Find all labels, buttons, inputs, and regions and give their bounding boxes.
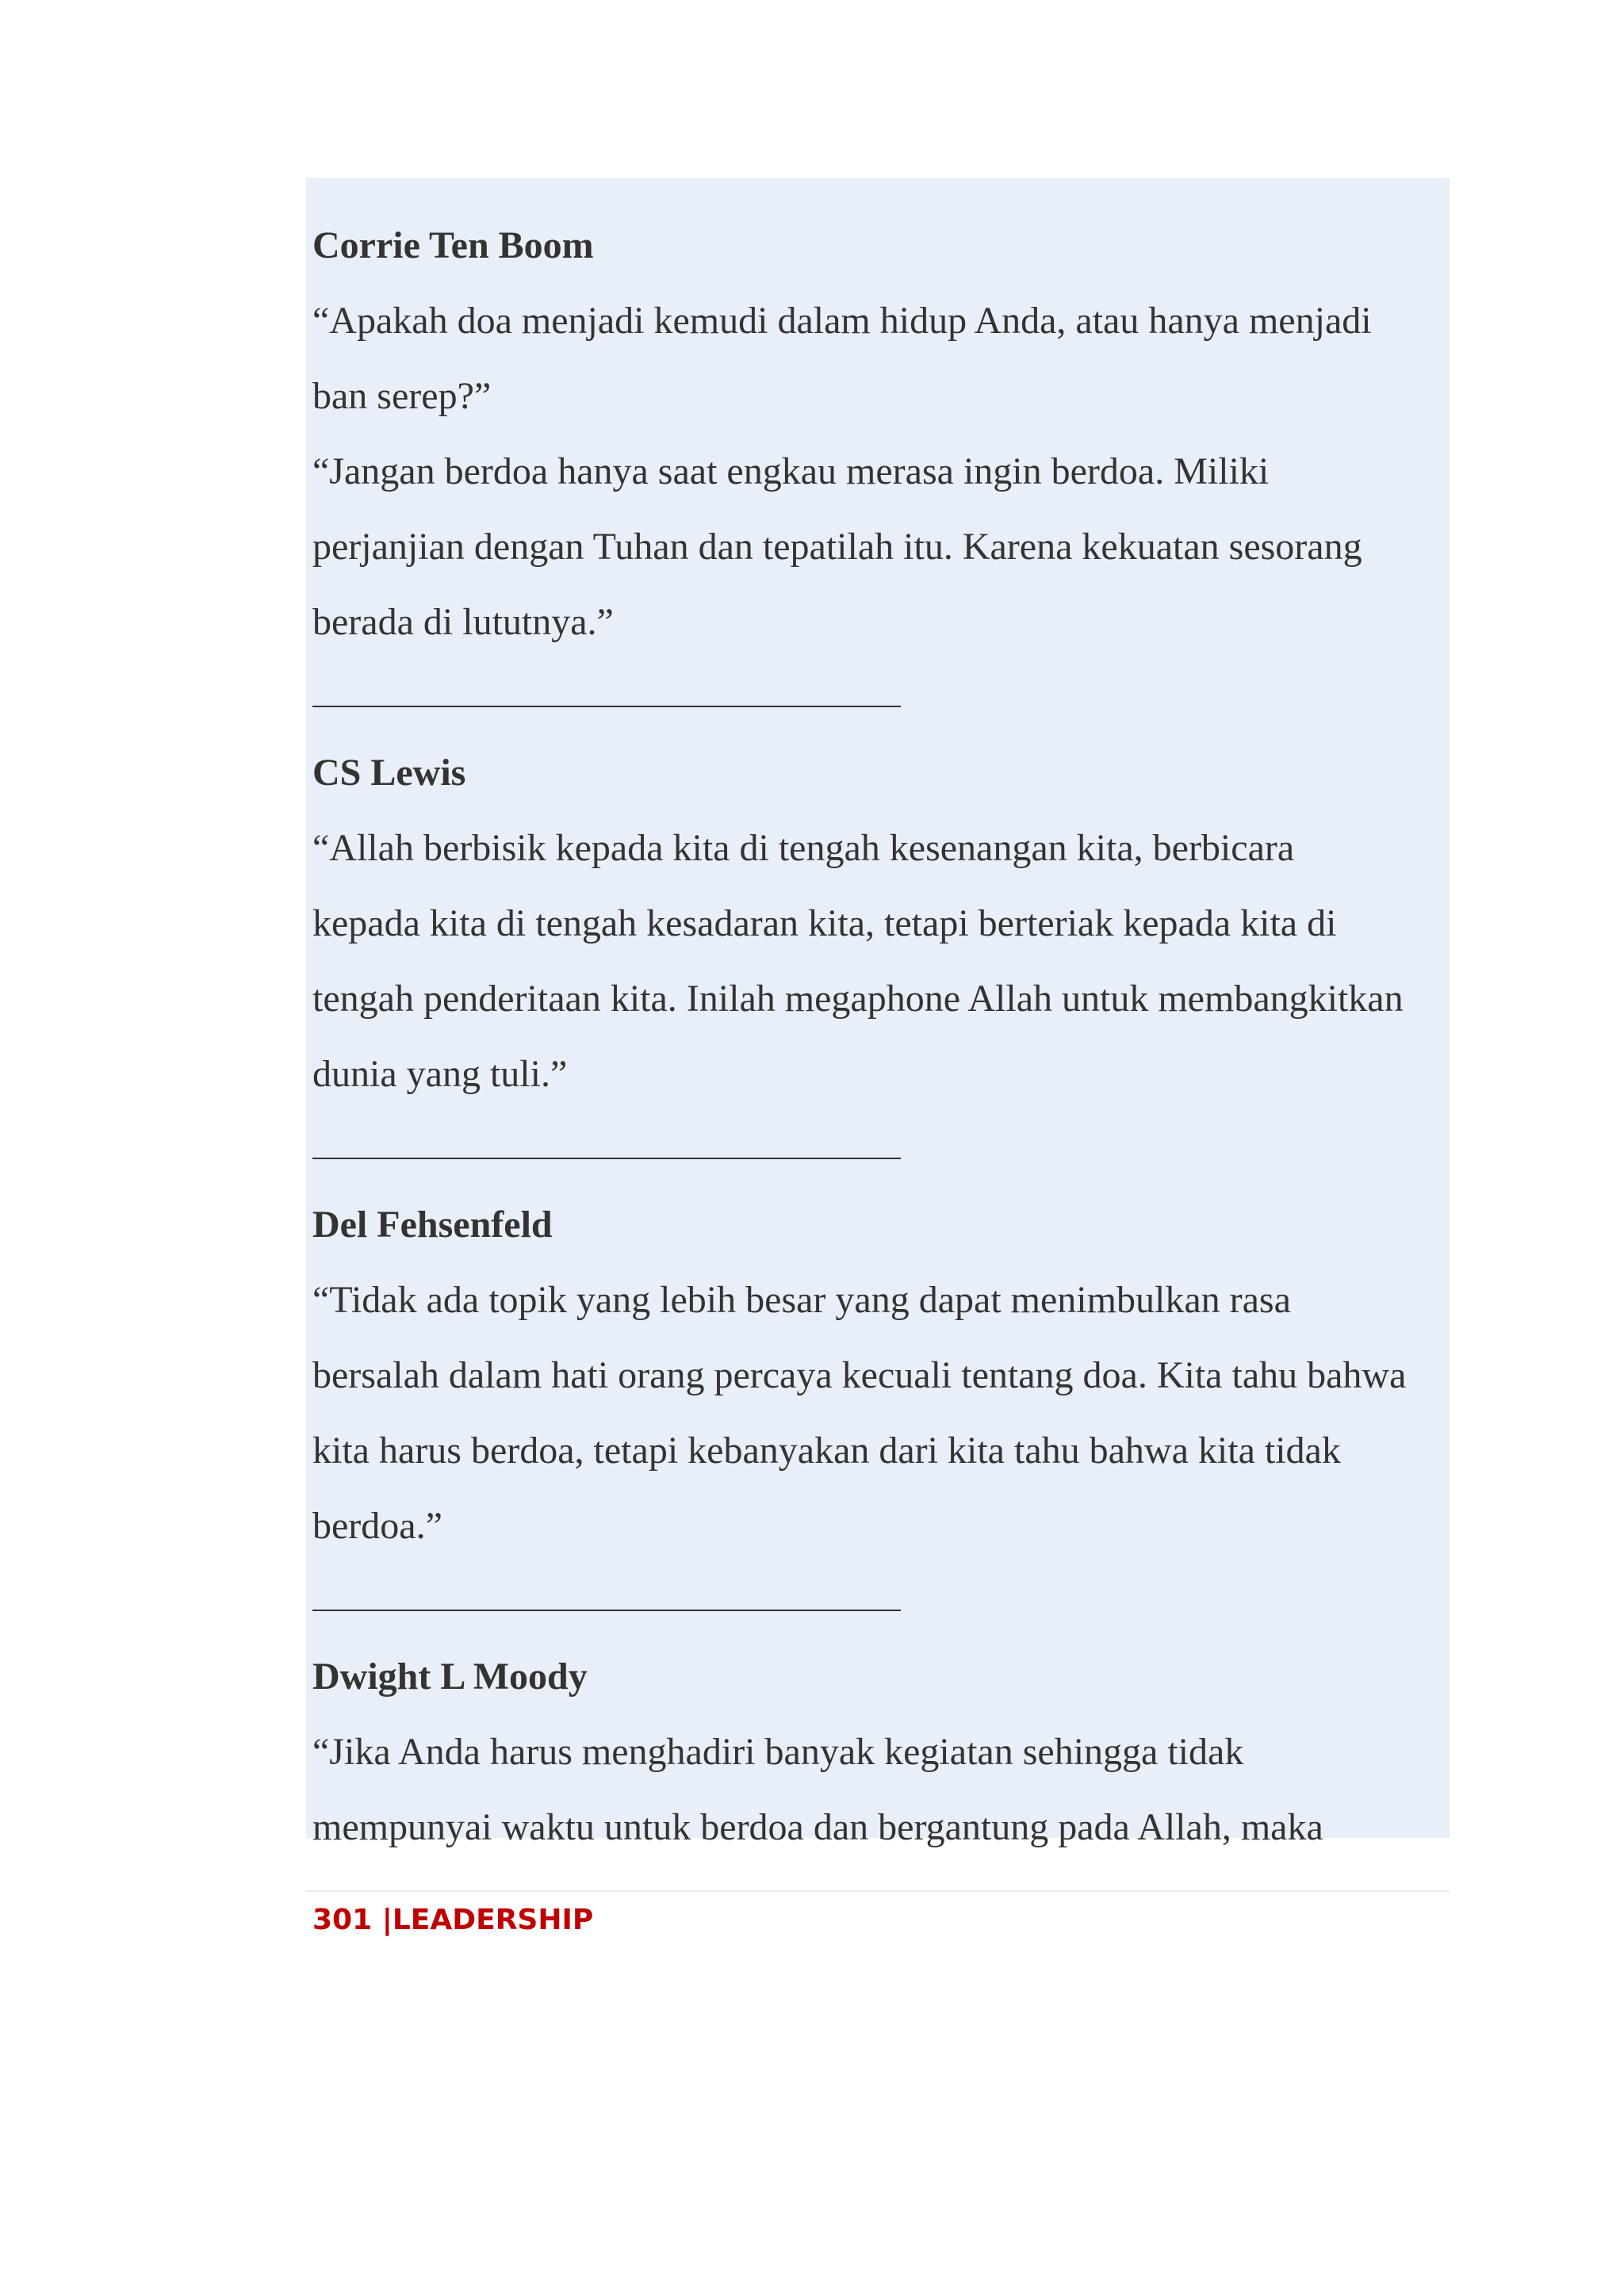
quote-line: “Jangan berdoa hanya saat engkau merasa ingin berdoa. Miliki [312, 450, 1270, 492]
quote-author: Dwight L Moody [312, 1656, 588, 1698]
quote-author: Del Fehsenfeld [312, 1204, 553, 1246]
section-divider [312, 660, 1446, 735]
quote-author: Corrie Ten Boom [312, 224, 594, 266]
footer-divider [306, 1890, 1450, 1892]
quote-line: tengah penderitaan kita. Inilah megaphone Allah untuk membangkitkan [312, 978, 1404, 1020]
footer-separator: | [372, 1904, 393, 1936]
quote-line: berada di lututnya.” [312, 601, 614, 643]
quote-list [312, 208, 1446, 1865]
quote-content-box [306, 178, 1450, 1848]
page-footer [312, 1895, 593, 1946]
quote-line: “Apakah doa menjadi kemudi dalam hidup Anda, atau hanya menjadi [312, 300, 1372, 342]
quote-line: mempunyai waktu untuk berdoa dan bergantung pada Allah, maka [312, 1806, 1323, 1848]
footer-title: LEADERSHIP [392, 1904, 594, 1936]
quote-line: perjanjian dengan Tuhan dan tepatilah itu. Karena kekuatan sesorang [312, 526, 1362, 568]
quote-line: “Allah berbisik kepada kita di tengah kesenangan kita, berbicara [312, 827, 1295, 869]
quote-line: kita harus berdoa, tetapi kebanyakan dari kita tahu bahwa kita tidak [312, 1430, 1341, 1472]
quote-line: ban serep?” [312, 375, 492, 417]
quote-line: “Jika Anda harus menghadiri banyak kegiatan sehingga tidak [312, 1731, 1244, 1773]
quote-line: berdoa.” [312, 1505, 442, 1547]
quote-author: CS Lewis [312, 752, 466, 794]
quote-line: bersalah dalam hati orang percaya kecuali tentang doa. Kita tahu bahwa [312, 1354, 1407, 1396]
quote-line: “Tidak ada topik yang lebih besar yang dapat menimbulkan rasa [312, 1279, 1291, 1321]
page-number: 301 [312, 1904, 373, 1936]
quote-line: dunia yang tuli.” [312, 1053, 568, 1095]
section-divider [312, 1564, 1446, 1639]
quote-line: kepada kita di tengah kesadaran kita, tetapi berteriak kepada kita di [312, 902, 1337, 944]
section-divider [312, 1112, 1446, 1187]
